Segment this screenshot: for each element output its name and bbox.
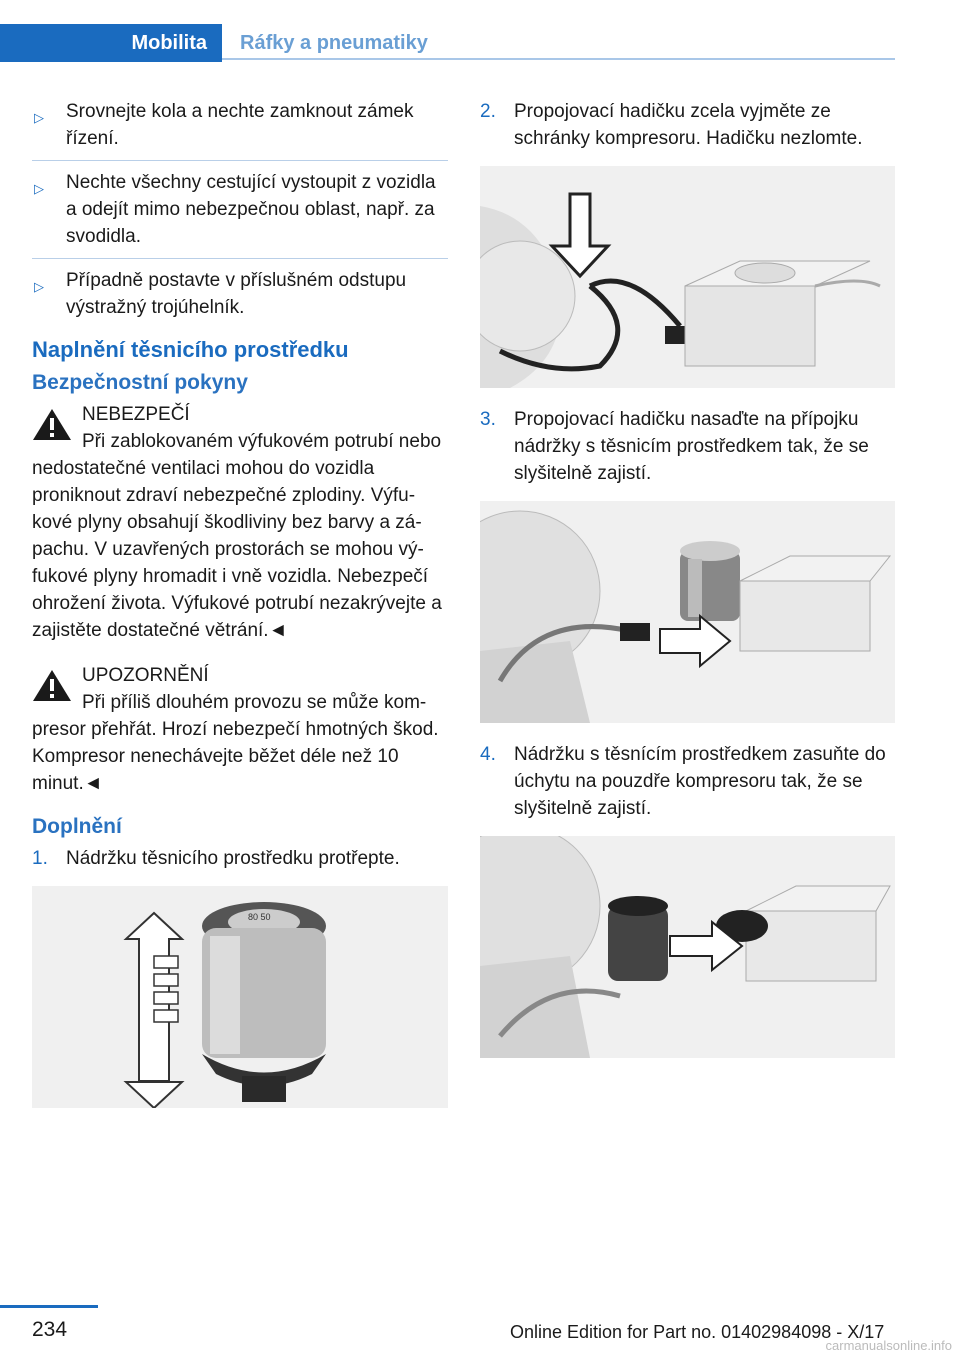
insert-illustration xyxy=(480,836,895,1058)
watermark: carmanualsonline.info xyxy=(825,1338,952,1353)
warning-text: Při příliš dlouhém provozu se může kom-presor přehřát. Hrozí nebezpečí hmotných škod. Kompresor nenechávejte běžet déle než 10 minut.◄ xyxy=(32,692,439,794)
caution-warning xyxy=(32,662,448,797)
triangle-bullet-icon: ▷ xyxy=(34,279,44,294)
step-item xyxy=(480,741,895,822)
warning-text: Při zablokovaném výfukovém potrubí nebo nedostatečné ventilaci mohou do vozidla proniknout zdraví nebezpečné zplodiny. Výfu-kové plyny obsahují škodliviny bez barvy a zá-pachu. V uzavřených prostorách se mohou vý-fukové plyny hromadit i vně vozidla. Nebezpečí ohrožení života. Výfukové potrubí nezakrývejte a zajistěte dostatečné větrání.◄ xyxy=(32,431,442,641)
warning-title: NEBEZPEČÍ xyxy=(82,404,190,425)
danger-warning xyxy=(32,401,448,644)
figure-attach-hose xyxy=(480,501,895,723)
divider xyxy=(32,258,448,259)
triangle-bullet-icon: ▷ xyxy=(34,181,44,196)
page-number: 234 xyxy=(32,1318,68,1341)
warning-title: UPOZORNĚNÍ xyxy=(82,665,209,686)
bottle-label: 80 50 xyxy=(248,912,271,922)
step-number: 1. xyxy=(32,848,48,869)
hose-illustration xyxy=(480,166,895,388)
figure-insert-bottle xyxy=(480,836,895,1058)
right-column xyxy=(480,98,895,1076)
divider xyxy=(32,160,448,161)
step-number: 4. xyxy=(480,744,496,765)
subsection-heading: Doplnění xyxy=(32,815,122,838)
left-column xyxy=(32,98,448,1126)
list-item: ▷ Případně postavte v příslušném odstupu výstražný trojúhelník. xyxy=(34,270,407,318)
list-item: ▷ Nechte všechny cestující vystoupit z vozidla a odejít mimo nebezpečnou oblast, např. za svodidla. xyxy=(34,172,436,247)
tab-mobilita[interactable]: Mobilita xyxy=(0,24,222,62)
warning-triangle-icon xyxy=(32,668,72,702)
step-text: Propojovací hadičku nasaďte na přípojku nádržky s těsnicím prostředkem tak, že se slyšitelně zajistí. xyxy=(514,409,869,484)
step-number: 2. xyxy=(480,101,496,122)
list-item: ▷ Srovnejte kola a nechte zamknout zámek řízení. xyxy=(34,101,414,149)
attach-illustration xyxy=(480,501,895,723)
step-item xyxy=(32,845,448,872)
step-text: Propojovací hadičku zcela vyjměte ze schránky kompresoru. Hadičku nezlomte. xyxy=(514,101,863,149)
chapter-tabs xyxy=(0,24,895,62)
step-item xyxy=(480,98,895,152)
step-number: 3. xyxy=(480,409,496,430)
edition-note: Online Edition for Part no. 01402984098 - X/17 xyxy=(510,1322,885,1342)
figure-shake-bottle xyxy=(32,886,448,1108)
triangle-bullet-icon: ▷ xyxy=(34,110,44,125)
step-text: Nádržku s těsnícím prostředkem zasuňte do úchytu na pouzdře kompresoru tak, že se slyšitelně zajistí. xyxy=(514,744,886,819)
section-heading: Naplnění těsnicího prostředku xyxy=(32,337,349,362)
tab-rafky-a-pneumatiky[interactable]: Ráfky a pneumatiky xyxy=(222,24,895,60)
bottle-illustration xyxy=(32,886,448,1108)
step-text: Nádržku těsnicího prostředku protřepte. xyxy=(66,848,400,869)
warning-triangle-icon xyxy=(32,407,72,441)
step-item xyxy=(480,406,895,487)
subsection-heading: Bezpečnostní pokyny xyxy=(32,371,248,394)
footer-rule xyxy=(0,1305,98,1308)
figure-remove-hose xyxy=(480,166,895,388)
